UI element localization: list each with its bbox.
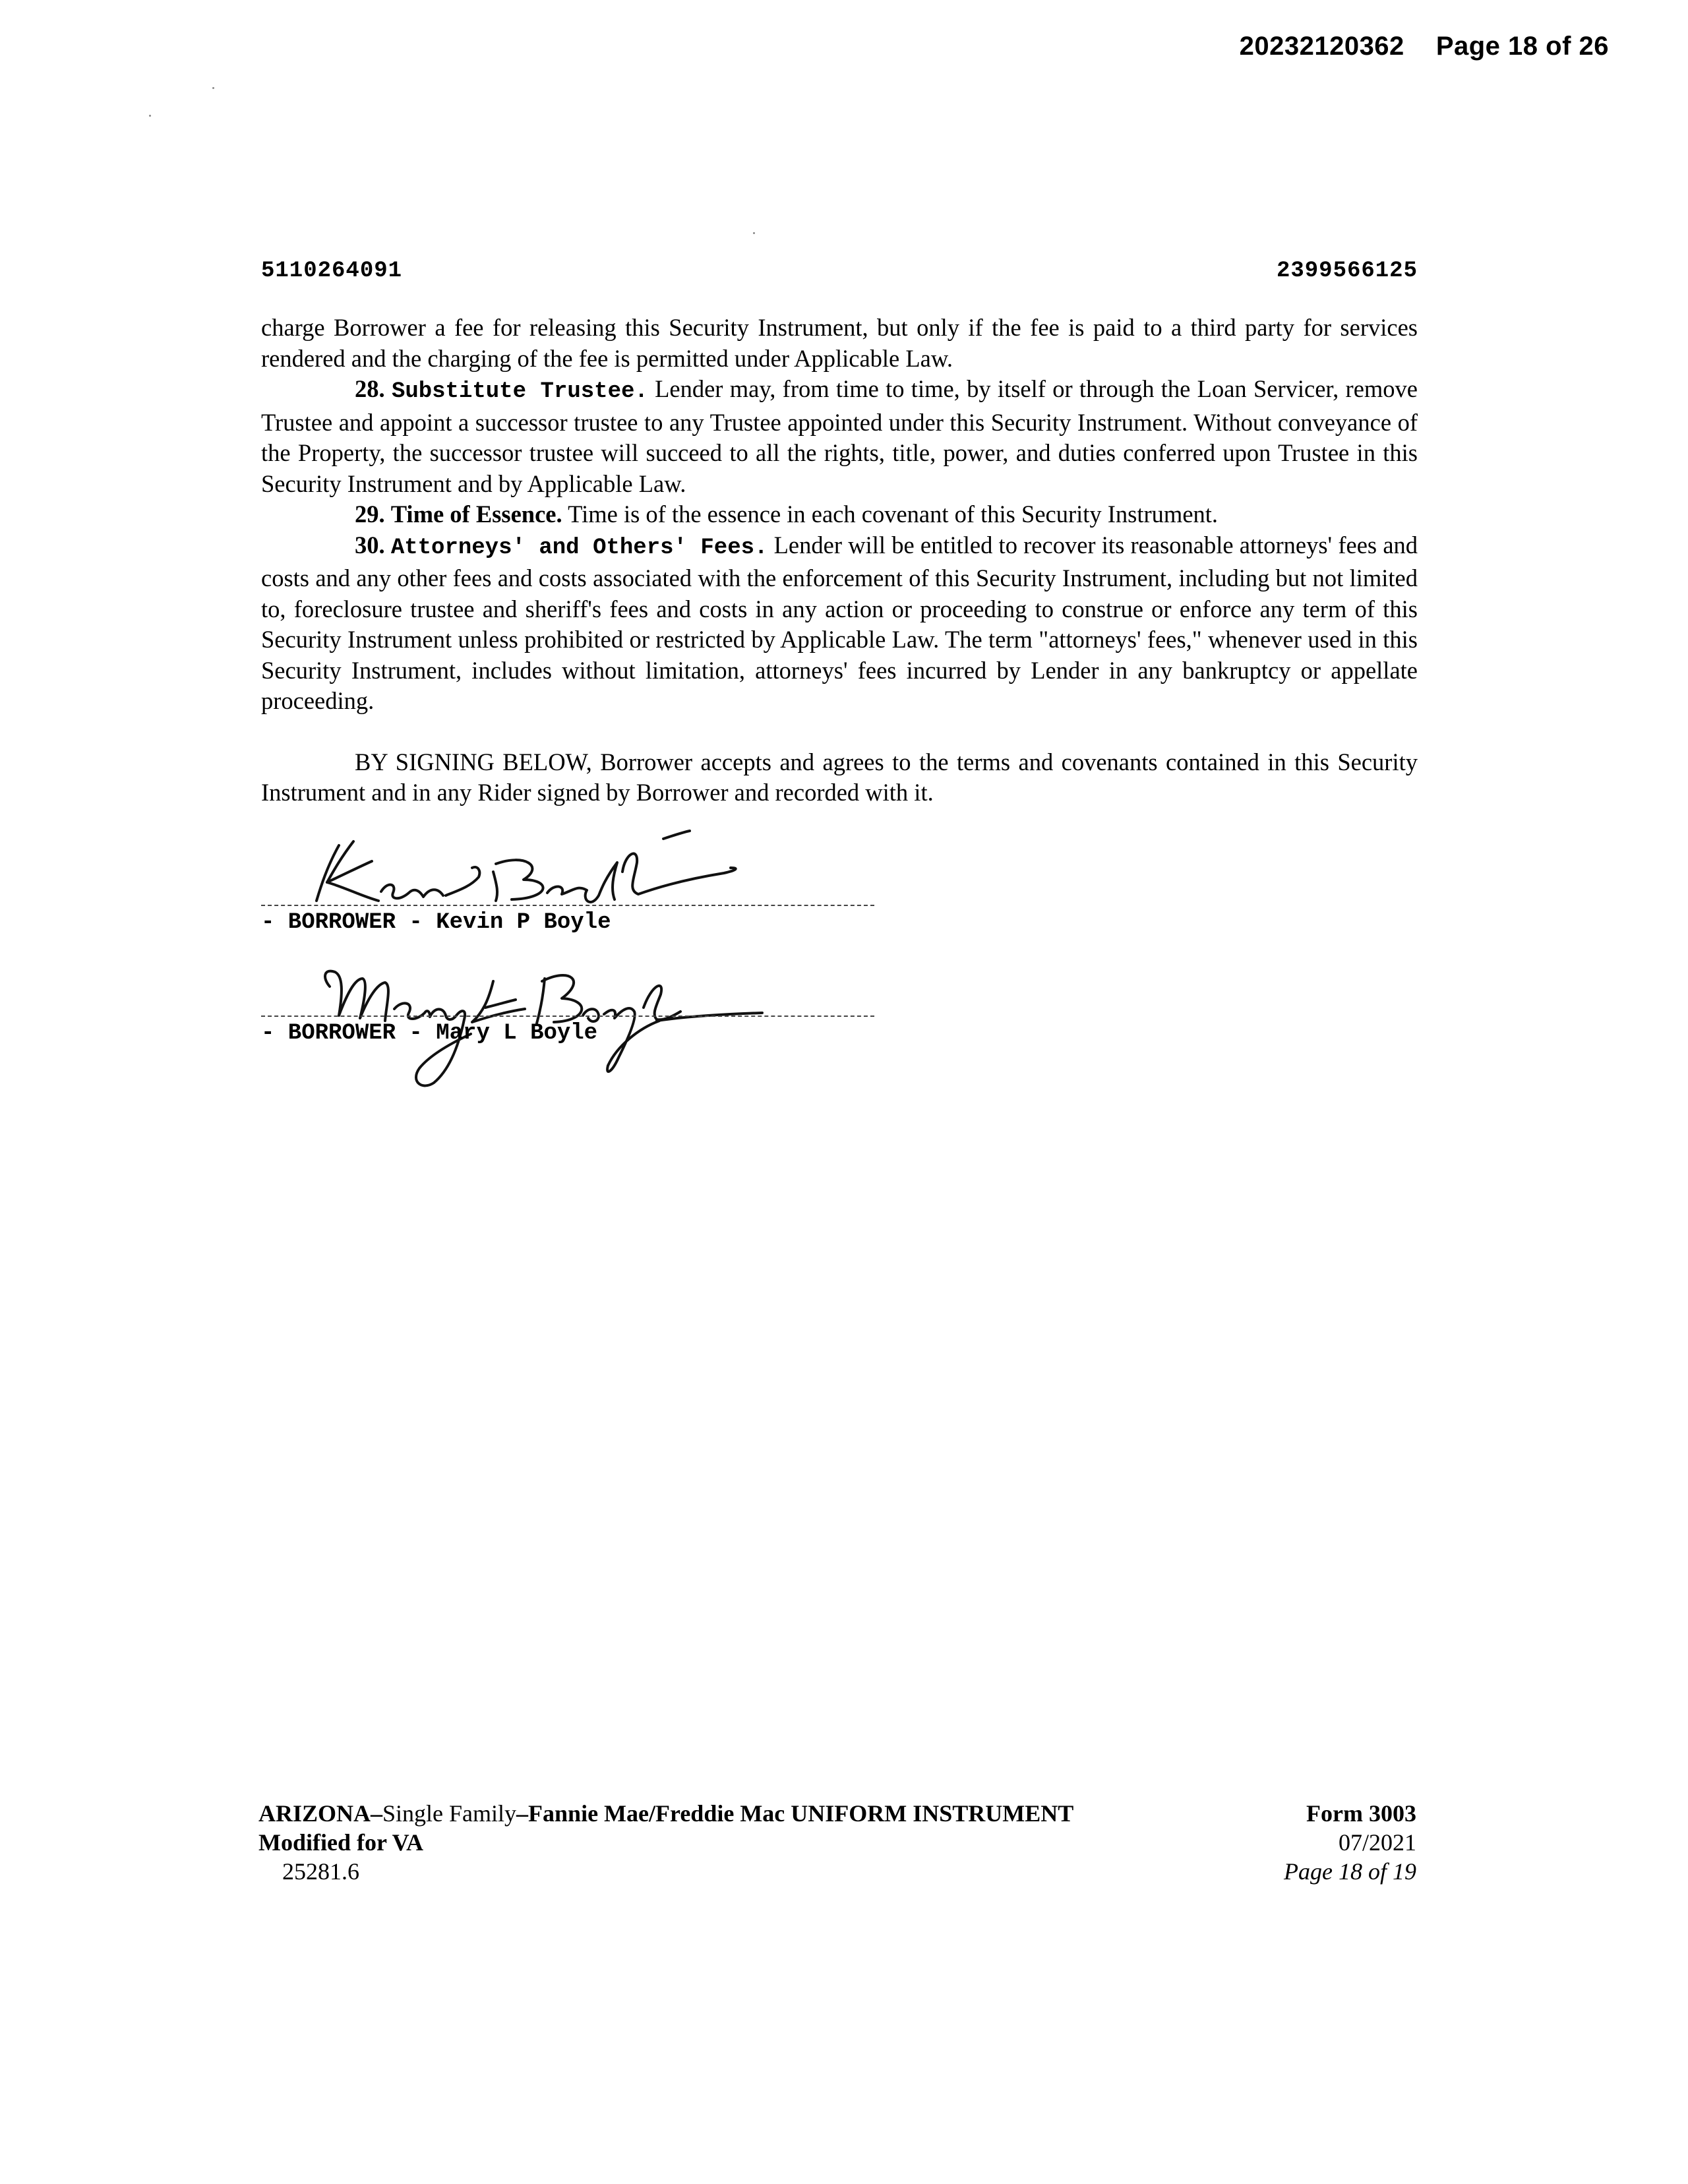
section-29-text: Time is of the essence in each covenant of this Security Instrument. <box>568 501 1219 528</box>
scan-speck <box>753 232 755 234</box>
recording-header <box>1240 32 1609 61</box>
form-modified: Modified for VA <box>258 1829 424 1856</box>
section-29 <box>261 499 1418 530</box>
form-title-instrument: Fannie Mae/Freddie Mac UNIFORM INSTRUMENT <box>528 1800 1074 1827</box>
form-title-state: ARIZONA <box>258 1800 371 1827</box>
borrower-label-mary: - BORROWER - Mary L Boyle <box>261 1021 598 1046</box>
form-date: 07/2021 <box>1338 1829 1416 1856</box>
form-number: Form 3003 <box>1306 1800 1416 1827</box>
scan-speck <box>149 115 151 117</box>
signature-line-kevin <box>261 905 874 906</box>
section-29-title: Time of Essence. <box>390 501 562 528</box>
recording-document-number: 20232120362 <box>1239 32 1404 61</box>
form-title-type: Single Family <box>382 1800 517 1827</box>
signing-statement: BY SIGNING BELOW, Borrower accepts and agrees to the terms and covenants contained in this Security Instrument and in any Rider signed by Borrower and recorded with it. <box>261 748 1418 806</box>
footer-right <box>1284 1799 1416 1886</box>
section-28-title: Substitute Trustee. <box>391 379 648 404</box>
signature-block-kevin <box>261 827 881 943</box>
section-28-text: Lender may, from time to time, by itself or through the Loan Servicer, remove Trustee and appoint a successor trustee to any Trustee appointed under this Security Instrument. Without conveyance of the Property, the successor trustee will succeed to all the rights, title, power, and duties conferred upon Trustee in this Security Instrument and by Applicable Law. <box>261 375 1418 497</box>
loan-number-left: 5110264091 <box>261 258 403 284</box>
section-30-text: Lender will be entitled to recover its reasonable attorneys' fees and costs and any other fees and costs associated with the enforcement of this Security Instrument, including but not limited to, foreclosure trustee and sheriff's fees and costs in any action or proceeding to construe or enforce any term of this Security Instrument unless prohibited or restricted by Applicable Law. The term "attorneys' fees," whenever used in this Security Instrument, includes without limitation, attorneys' fees incurred by Lender in any bankruptcy or appellate proceeding. <box>261 531 1418 714</box>
signature-line-mary <box>261 1016 874 1017</box>
section-30-number: 30. <box>355 531 385 559</box>
section-28-number: 28. <box>355 375 385 402</box>
document-body <box>261 313 1418 808</box>
scan-speck <box>212 87 214 89</box>
signature-kevin-p-boyle <box>261 827 881 913</box>
form-page: Page 18 of 19 <box>1284 1858 1416 1885</box>
section-30-title: Attorneys' and Others' Fees. <box>390 535 768 561</box>
loan-number-right: 2399566125 <box>1276 258 1418 284</box>
form-code: 25281.6 <box>282 1858 359 1885</box>
form-title: ARIZONA–Single Family–Fannie Mae/Freddie Mac UNIFORM INSTRUMENT <box>258 1800 1074 1827</box>
continuation-paragraph: charge Borrower a fee for releasing this Security Instrument, but only if the fee is paid to a third party for services rendered and the charging of the fee is permitted under Applicable Law. <box>261 314 1418 372</box>
borrower-label-kevin: - BORROWER - Kevin P Boyle <box>261 910 611 935</box>
section-30 <box>261 530 1418 717</box>
recording-page-label: Page 18 of 26 <box>1435 32 1609 61</box>
footer-left <box>258 1799 1073 1886</box>
section-28 <box>261 374 1418 499</box>
signature-block-mary <box>261 952 881 1091</box>
section-29-number: 29. <box>355 501 385 528</box>
